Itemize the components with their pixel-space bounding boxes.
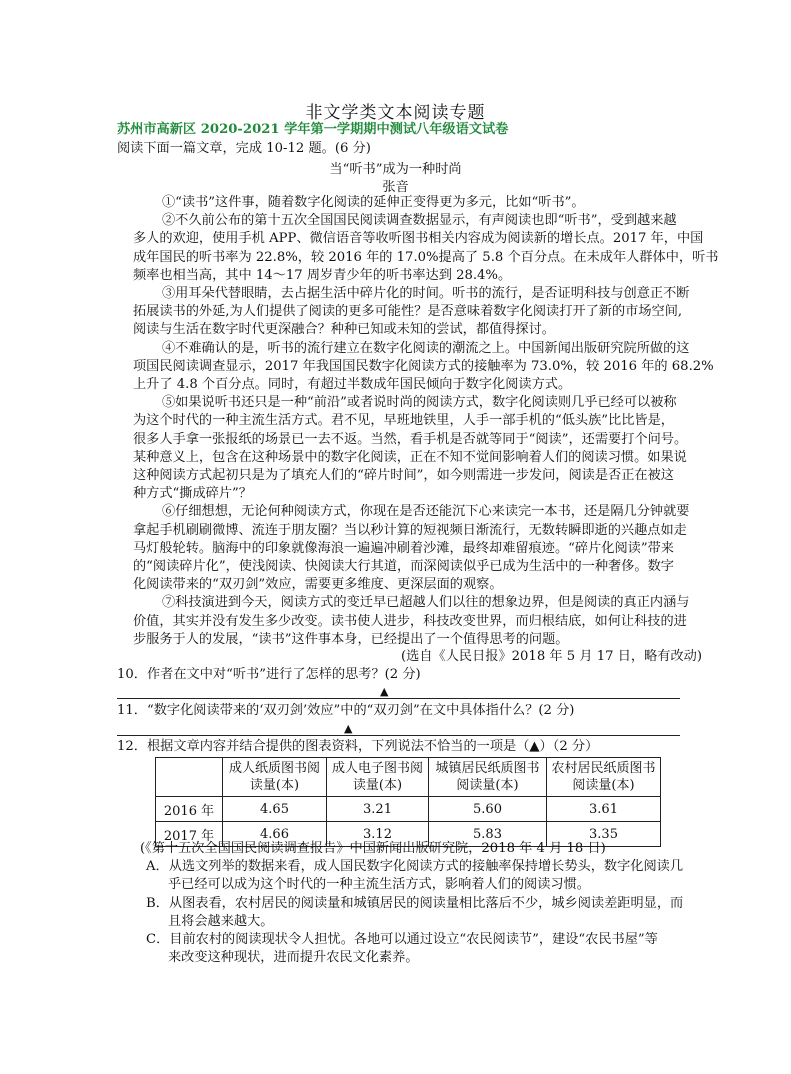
table-cell: 3.21 <box>327 797 429 822</box>
answer-line-11 <box>117 735 680 736</box>
instruction: 阅读下面一篇文章，完成 10-12 题。(6 分) <box>117 141 371 156</box>
option-c-line-2: 来改变这种现状，进而提升农民文化素养。 <box>168 950 419 965</box>
article-line: 马灯般轮转。脑海中的印象就像海浪一遍遍冲刷着沙滩，最终却难留痕迹。“碎片化阅读”带来 <box>133 540 674 556</box>
option-b-line-1: B．从图表看，农村居民的阅读量和城镇居民的阅读量相比落后不少，城乡阅读差距明显，而 <box>146 896 684 911</box>
table-cell: 3.61 <box>547 797 661 822</box>
article-line: ⑤如果说听书还只是一种“前沿”或者说时尚的阅读方式，数字化阅读则几乎已经可以被称 <box>162 395 677 411</box>
reading-data-table <box>155 757 661 847</box>
option-c-line-1: C．目前农村的阅读现状令人担忧。各地可以通过设立“农民阅读节”，建设“农民书屋”等 <box>146 932 658 947</box>
table-cell: 2017 年 <box>156 822 223 847</box>
table-header-cell: 农村居民纸质图书 阅读量(本) <box>547 758 661 797</box>
table-row <box>156 797 661 822</box>
article-line: 项国民阅读调查显示，2017 年我国国民数字化阅读方式的接触率为 73.0%，较 2016 年的 68.2% <box>133 358 714 374</box>
article-line: ②不久前公布的第十五次全国国民阅读调查数据显示，有声阅读也即“听书”，受到越来越 <box>162 213 677 229</box>
table-cell: 4.65 <box>223 797 327 822</box>
article-line: ①“读书”这件事，随着数字化阅读的延伸正变得更为多元，比如“听书”。 <box>162 195 585 210</box>
article-line: 某种意义上，包含在这种场景中的数字化阅读，正在不知不觉间影响着人们的阅读习惯。如果说 <box>133 449 687 465</box>
article-line: 上升了 4.8 个百分点。同时，有超过半数成年国民倾向于数字化阅读方式。 <box>133 377 572 392</box>
article-line: 的“阅读碎片化”，使浅阅读、快阅读大行其道，而深阅读似乎已成为生活中的一种奢侈。数字 <box>133 559 674 574</box>
table-header-cell: 城镇居民纸质图书 阅读量(本) <box>429 758 547 797</box>
option-b-line-2: 且将会越来越大。 <box>168 914 274 929</box>
answer-mark-10: ▲ <box>380 685 389 698</box>
article-line: 成年国民的听书率为 22.8%，较 2016 年的 17.0%提高了 5.8 个百分点。在未成年人群体中，听书 <box>133 249 719 265</box>
article-line: 化阅读带来的“双刃剑”效应，需要更多维度、更深层面的观察。 <box>133 577 503 593</box>
article-line: 阅读与生活在数字时代更深融合？种种已知或未知的尝试，都值得探讨。 <box>133 322 555 338</box>
article-line: 拓展读书的外延,为人们提供了阅读的更多可能性？是否意味着数字化阅读打开了新的市场空间, <box>133 304 683 320</box>
option-a-line-1: A．从选文列举的数据来看，成人国民数字化阅读方式的接触率保持增长势头，数字化阅读几 <box>146 859 684 874</box>
article-line: 价值，其实并没有发生多少改变。读书使人进步，科技改变世界，而归根结底，如何让科技的进 <box>133 613 687 629</box>
table-cell: 3.12 <box>327 822 429 847</box>
table-header-cell: 成人纸质图书阅 读量(本) <box>223 758 327 797</box>
table-cell: 5.83 <box>429 822 547 847</box>
question-12: 12．根据文章内容并结合提供的图表资料，下列说法不恰当的一项是（▲）（2 分） <box>117 739 599 754</box>
table-cell: 5.60 <box>429 797 547 822</box>
article-author: 张音 <box>382 180 409 195</box>
table-source: (《第十五次全国国民阅读调查报告》中国新闻出版研究院，2018 年 4 月 18 日) <box>140 841 606 856</box>
article-line: ⑥仔细想想，无论何种阅读方式，你现在是否还能沉下心来读完一本书，还是隔几分钟就要 <box>162 504 690 520</box>
table-header-cell: 成人电子图书阅 读量(本) <box>327 758 429 797</box>
table-header-cell <box>156 758 223 797</box>
article-line: 频率也相当高，其中 14～17 周岁青少年的听书率达到 28.4%。 <box>133 267 512 283</box>
article-line: 这种阅读方式起初只是为了填充人们的“碎片时间”，如今则需进一步发问，阅读是否正在被这 <box>133 468 674 483</box>
article-line: 拿起手机刷刷微博、流连于朋友圈？当以秒计算的短视频日渐流行，无数转瞬即逝的兴趣点如走 <box>133 522 687 538</box>
table-cell: 3.35 <box>547 822 661 847</box>
article-line: ④不难确认的是，听书的流行建立在数字化阅读的潮流之上。中国新闻出版研究院所做的这 <box>162 340 690 356</box>
article-line: 很多人手拿一张报纸的场景已一去不返。当然，看手机是否就等同于“阅读”，还需要打个问号。 <box>133 431 688 447</box>
option-a-line-2: 乎已经可以成为这个时代的一种主流生活方式，影响着人们的阅读习惯。 <box>168 877 590 892</box>
page-title: 非文学类文本阅读专题 <box>305 103 486 123</box>
answer-line-10 <box>117 698 680 699</box>
article-line: 多人的欢迎，使用手机 APP、微信语音等收听图书相关内容成为阅读新的增长点。2017 年，中国 <box>133 231 704 247</box>
article-heading: 当“听书”成为一种时尚 <box>329 162 462 177</box>
article-line: 步服务于人的发展，“读书”这件事本身，已经提出了一个值得思考的问题。 <box>133 631 569 647</box>
article-citation: (选自《人民日报》2018 年 5 月 17 日，略有改动) <box>401 649 702 664</box>
article-line: ③用耳朵代替眼睛，去占据生活中碎片化的时间。听书的流行，是否证明科技与创意正不断 <box>162 286 690 301</box>
table-cell: 4.66 <box>223 822 327 847</box>
answer-mark-11: ▲ <box>344 722 353 735</box>
article-line: 种方式“撕成碎片”？ <box>133 486 252 502</box>
question-10: 10．作者在文中对“听书”进行了怎样的思考？(2 分) <box>117 667 421 682</box>
table-cell: 2016 年 <box>156 797 223 822</box>
table-header-row <box>156 758 661 797</box>
article-line: ⑦科技演进到今天，阅读方式的变迁早已超越人们以往的想象边界，但是阅读的真正内涵与 <box>162 595 690 611</box>
article-line: 为这个时代的一种主流生活方式。君不见，早班地铁里，人手一部手机的“低头族”比比皆是， <box>133 413 674 429</box>
exam-source: 苏州市高新区 2020-2021 学年第一学期期中测试八年级语文试卷 <box>117 122 509 137</box>
question-11: 11．“数字化阅读带来的‘双刃剑’效应”中的“双刃剑”在文中具体指什么？(2 分) <box>117 703 575 718</box>
